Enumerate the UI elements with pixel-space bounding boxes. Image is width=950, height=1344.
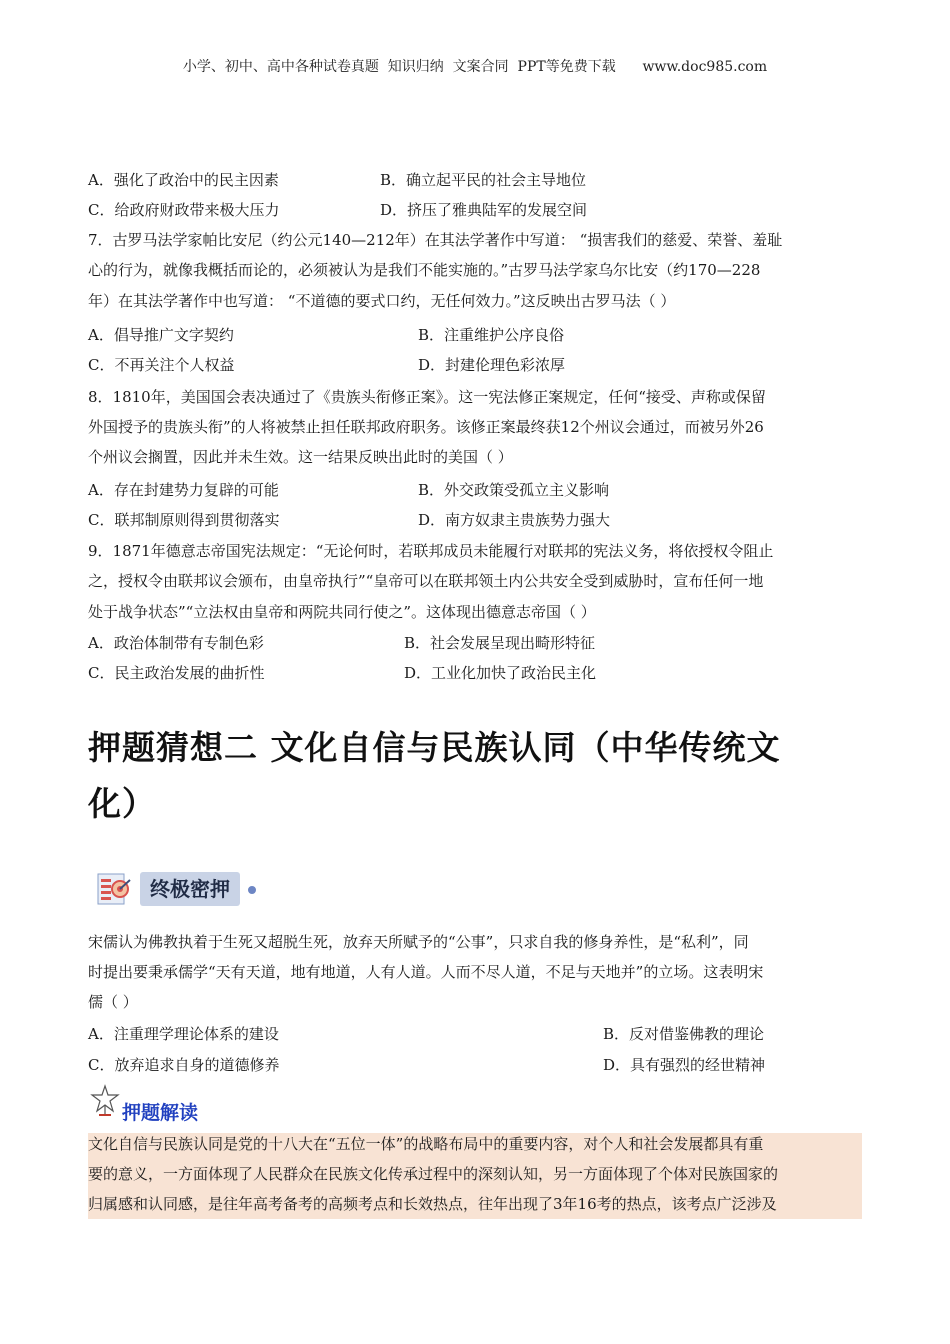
q6-option-c: C．给政府财政带来极大压力 [88, 201, 280, 219]
analysis-heading: 押题解读 [122, 1102, 199, 1124]
q10-option-c: C．放弃追求自身的道德修养 [88, 1056, 280, 1074]
q7-option-b: B．注重维护公序良俗 [418, 326, 565, 344]
section-badge: 终极密押 [140, 872, 240, 906]
page-header: 小学、初中、高中各种试卷真题 知识归纳 文案合同 PPT等免费下载 www.doc985.com [182, 59, 768, 75]
q10-stem-line-3: 儒（ ） [88, 993, 138, 1011]
q7-stem-line-2: 心的行为，就像我概括而论的，必须被认为是我们不能实施的。”古罗马法学家乌尔比安（约170—228 [88, 261, 761, 279]
q6-option-a: A．强化了政治中的民主因素 [88, 171, 279, 189]
q7-option-c: C．不再关注个人权益 [88, 356, 235, 374]
q9-stem-line-3: 处于战争状态”“立法权由皇帝和两院共同行使之”。这体现出德意志帝国（ ） [88, 603, 596, 621]
badge-dot-icon [248, 886, 256, 894]
target-icon [96, 870, 136, 910]
q9-option-c: C．民主政治发展的曲折性 [88, 664, 265, 682]
q8-option-c: C．联邦制原则得到贯彻落实 [88, 511, 280, 529]
section-title-line-1: 押题猜想二 文化自信与民族认同（中华传统文 [88, 728, 781, 767]
star-lamp-icon [90, 1084, 120, 1118]
q8-stem-line-1: 8．1810年，美国国会表决通过了《贵族头衔修正案》。这一宪法修正案规定，任何“接受、声称或保留 [88, 388, 766, 406]
q9-option-d: D．工业化加快了政治民主化 [404, 664, 597, 682]
q7-stem-line-1: 7．古罗马法学家帕比安尼（约公元140—212年）在其法学著作中写道： “损害我们的慈爱、荣誉、羞耻 [88, 231, 783, 249]
q8-stem-line-3: 个州议会搁置，因此并未生效。这一结果反映出此时的美国（ ） [88, 448, 513, 466]
q9-option-a: A．政治体制带有专制色彩 [88, 634, 264, 652]
section-title-line-2: 化） [88, 784, 156, 823]
q8-option-a: A．存在封建势力复辟的可能 [88, 481, 279, 499]
q10-option-b: B．反对借鉴佛教的理论 [603, 1025, 765, 1043]
q9-stem-line-2: 之，授权令由联邦议会颁布，由皇帝执行”“皇帝可以在联邦领土内公共安全受到威胁时，宣布任何一地 [88, 572, 764, 590]
q10-stem-line-2: 时提出要秉承儒学“天有天道，地有地道，人有人道。人而不尽人道，不足与天地并”的立场。这表明宋 [88, 963, 764, 981]
analysis-line-3: 归属感和认同感，是往年高考备考的高频考点和长效热点，往年出现了3年16考的热点，该考点广泛涉及 [88, 1195, 777, 1213]
q6-option-b: B．确立起平民的社会主导地位 [380, 171, 587, 189]
q10-stem-line-1: 宋儒认为佛教执着于生死又超脱生死，放弃天所赋予的“公事”，只求自我的修身养性，是“私利”，同 [88, 933, 749, 951]
q6-option-d: D．挤压了雅典陆军的发展空间 [380, 201, 588, 219]
analysis-line-1: 文化自信与民族认同是党的十八大在“五位一体”的战略布局中的重要内容，对个人和社会发展都具有重 [88, 1135, 764, 1153]
analysis-line-2: 要的意义，一方面体现了人民群众在民族文化传承过程中的深刻认知，另一方面体现了个体对民族国家的 [88, 1165, 779, 1183]
q7-stem-line-3: 年）在其法学著作中也写道： “不道德的要式口约，无任何效力。”这反映出古罗马法（ ） [88, 292, 676, 310]
q8-option-d: D．南方奴隶主贵族势力强大 [418, 511, 611, 529]
q8-option-b: B．外交政策受孤立主义影响 [418, 481, 610, 499]
q9-stem-line-1: 9．1871年德意志帝国宪法规定：“无论何时，若联邦成员未能履行对联邦的宪法义务，将依授权令阻止 [88, 542, 774, 560]
q10-option-d: D．具有强烈的经世精神 [603, 1056, 766, 1074]
q7-option-d: D．封建伦理色彩浓厚 [418, 356, 566, 374]
q10-option-a: A．注重理学理论体系的建设 [88, 1025, 279, 1043]
q9-option-b: B．社会发展呈现出畸形特征 [404, 634, 596, 652]
q7-option-a: A．倡导推广文字契约 [88, 326, 234, 344]
q8-stem-line-2: 外国授予的贵族头衔”的人将被禁止担任联邦政府职务。该修正案最终获12个州议会通过，而被另外26 [88, 418, 764, 436]
